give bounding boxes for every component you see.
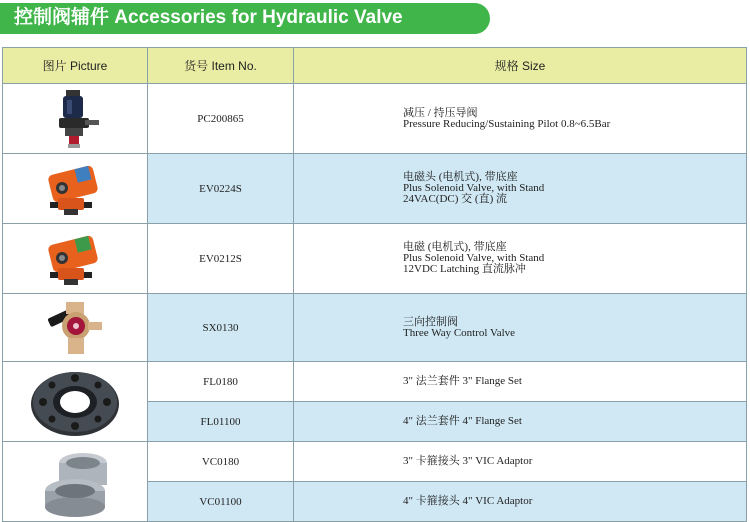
solenoid-valve-image — [42, 230, 108, 288]
size-line: 三向控制阀 — [403, 315, 458, 328]
picture-cell — [3, 362, 148, 442]
size-cell — [294, 482, 747, 522]
table-row — [3, 442, 747, 482]
size-cell — [294, 402, 747, 442]
picture-cell — [3, 442, 148, 522]
picture-cell — [3, 294, 148, 362]
size-line: 3" 卡箍接头 3" VIC Adaptor — [403, 455, 533, 467]
header-item-no: 货号 Item No. — [148, 48, 294, 84]
vic-adaptor-image — [35, 445, 115, 519]
table-row — [3, 294, 747, 362]
size-cell — [294, 84, 747, 154]
picture-cell — [3, 224, 148, 294]
item-no: VC01100 — [148, 482, 294, 522]
item-no: EV0224S — [148, 154, 294, 224]
item-no: VC0180 — [148, 442, 294, 482]
flange-set-image — [27, 367, 123, 437]
size-cell — [294, 362, 747, 402]
size-line: Plus Solenoid Valve, with Stand — [403, 182, 545, 194]
header-size: 规格 Size — [294, 48, 747, 84]
item-no: FL0180 — [148, 362, 294, 402]
size-line: 24VAC(DC) 交 (直) 流 — [403, 193, 507, 205]
pilot-valve-image — [45, 88, 105, 150]
table-row — [3, 224, 747, 294]
title-banner — [0, 3, 490, 34]
table-row — [3, 154, 747, 224]
size-line: 12VDC Latching 直流脉冲 — [403, 263, 526, 275]
item-no: PC200865 — [148, 84, 294, 154]
table-row — [3, 362, 747, 402]
size-line: Three Way Control Valve — [403, 326, 516, 339]
size-line: Plus Solenoid Valve, with Stand — [403, 252, 545, 264]
size-line: 减压 / 持压导阀 — [403, 106, 478, 119]
size-line: Pressure Reducing/Sustaining Pilot 0.8~6.5Bar — [403, 117, 611, 130]
size-cell — [294, 154, 747, 224]
item-no: FL01100 — [148, 402, 294, 442]
accessories-table — [2, 47, 747, 522]
page-title: 控制阀辅件 Accessories for Hydraulic Valve — [14, 7, 403, 28]
header-picture: 图片 Picture — [3, 48, 148, 84]
size-cell — [294, 442, 747, 482]
item-no: EV0212S — [148, 224, 294, 294]
table-row — [3, 84, 747, 154]
header-row — [3, 48, 747, 84]
size-line: 4" 法兰套件 4" Flange Set — [403, 415, 522, 427]
solenoid-valve-image — [42, 160, 108, 218]
three-way-valve-image — [44, 298, 106, 358]
size-line: 电磁头 (电机式), 带底座 — [403, 171, 518, 183]
picture-cell — [3, 154, 148, 224]
size-line: 4" 卡箍接头 4" VIC Adaptor — [403, 495, 533, 507]
size-cell — [294, 224, 747, 294]
item-no: SX0130 — [148, 294, 294, 362]
size-line: 电磁 (电机式), 带底座 — [403, 241, 507, 253]
size-line: 3" 法兰套件 3" Flange Set — [403, 375, 522, 387]
size-cell — [294, 294, 747, 362]
picture-cell — [3, 84, 148, 154]
